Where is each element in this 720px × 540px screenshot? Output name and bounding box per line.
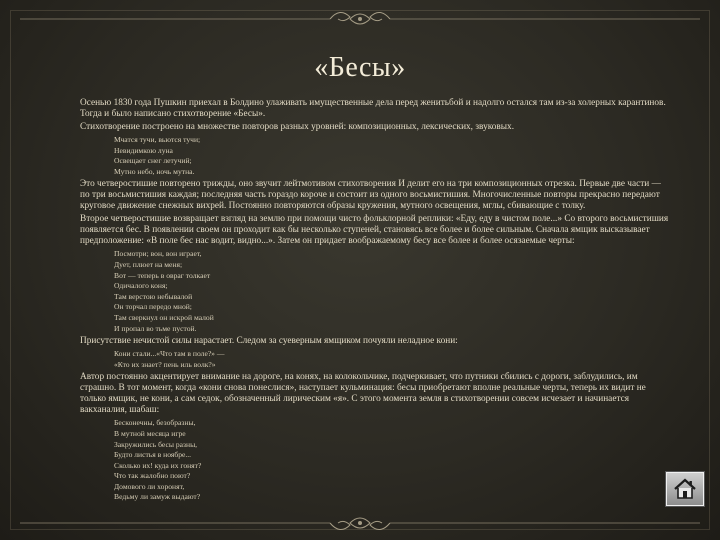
paragraph: Второе четверостишие возвращает взгляд на землю при помощи чисто фольклорной реплики: «Еду, еду в чистом поле...» Со второго восьмистишия появляется бес. В появлении своем он проходит как бы несколько ступеней, становясь все более и более сильным. Сначала ямщик высказывает предположение: «В поле бес нас водит, видно...». Затем он придает воображаемому бесу все более и более осязаемые черты: — [80, 214, 669, 247]
verse-line: Посмотри; вон, вон играет, — [114, 249, 202, 259]
verse-line: Там сверкнул он искрой малой — [114, 312, 214, 322]
verse-line: «Кто их знает? пень иль волк?» — [114, 359, 216, 369]
verse-line: Сколько их! куда их гонят? — [114, 460, 202, 470]
paragraph-block — [80, 372, 672, 503]
paragraph: Осенью 1830 года Пушкин приехал в Болдино улаживать имущественные дела перед женитьбой и надолго остался там из-за холерных карантинов. Тогда и было написано стихотворение «Бесы». — [80, 98, 666, 119]
verse-line: Невидимкою луна — [114, 145, 173, 155]
verse-line: Мчатся тучи, вьются тучи; — [114, 135, 201, 144]
verse-quote — [114, 349, 672, 370]
verse-quote — [114, 418, 672, 503]
home-icon — [673, 478, 697, 500]
verse-line: Вот — теперь в овраг толкает — [114, 270, 211, 280]
verse-line: Что так жалобно поют? — [114, 471, 191, 481]
verse-line: Ведьму ли замуж выдают? — [114, 492, 201, 502]
verse-line: Бесконечны, безобразны, — [114, 418, 196, 428]
paragraph-block — [80, 98, 672, 120]
paragraph-block — [80, 179, 672, 212]
verse-line: И пропал во тьме пустой. — [114, 323, 197, 333]
verse-quote — [114, 135, 672, 177]
top-ornament — [0, 4, 720, 34]
content-body — [80, 98, 672, 505]
verse-line: Дует, плюет на меня; — [114, 259, 183, 269]
verse-line: Он торчал передо мной; — [114, 302, 192, 312]
paragraph-block — [80, 336, 672, 370]
verse-line: Будто листья в ноябре... — [114, 450, 192, 460]
paragraph-block — [80, 214, 672, 334]
paragraph: Это четверостишие повторено трижды, оно звучит лейтмотивом стихотворения И делит его на три композиционных отрезка. Первые две части — по три восьмистишия каждая; последняя часть гораздо короче и состоит из одного восьмистишия. Многочисленные повторы прекрасно передают круговое движение снежных вихрей. Постоянно повторяются образы кружения, мутного освещения, мглы, сбивающие с толку. — [80, 179, 661, 212]
page-title: «Бесы» — [314, 52, 406, 83]
verse-line: В мутной месяца игре — [114, 428, 186, 438]
paragraph: Автор постоянно акцентирует внимание на дороге, на конях, на колокольчике, подчеркивает, что путники сбились с дороги, заблудились, им страшно. В тот момент, когда «кони снова понеслися», наступает кульминация: бесы приобретают вполне реальные черты, теперь их видит не только ямщик, не кони, а сам седок, обозначенный лирическим «я». С этого момента земля в стихотворении совсем исчезает и начинается вакханалия, шабаш: — [80, 372, 646, 416]
paragraph: Присутствие нечистой силы нарастает. Следом за суеверным ямщиком почуяли неладное кони: — [80, 336, 458, 347]
verse-line: Там верстою небывалой — [114, 291, 193, 301]
paragraph-block — [80, 122, 672, 177]
verse-line: Одичалого коня; — [114, 281, 168, 291]
verse-line: Мутно небо, ночь мутна. — [114, 166, 195, 176]
verse-line: Освещает снег летучий; — [114, 156, 192, 166]
verse-quote — [114, 249, 672, 334]
bottom-ornament — [0, 508, 720, 538]
paragraph: Стихотворение построено на множестве повторов разных уровней: композиционных, лексических, звуковых. — [80, 122, 515, 132]
verse-line: Кони стали...«Что там в поле?» — — [114, 349, 225, 359]
home-button[interactable] — [666, 472, 704, 506]
verse-line: Домового ли хоронят, — [114, 481, 185, 491]
verse-line: Закружились бесы разны, — [114, 439, 198, 449]
